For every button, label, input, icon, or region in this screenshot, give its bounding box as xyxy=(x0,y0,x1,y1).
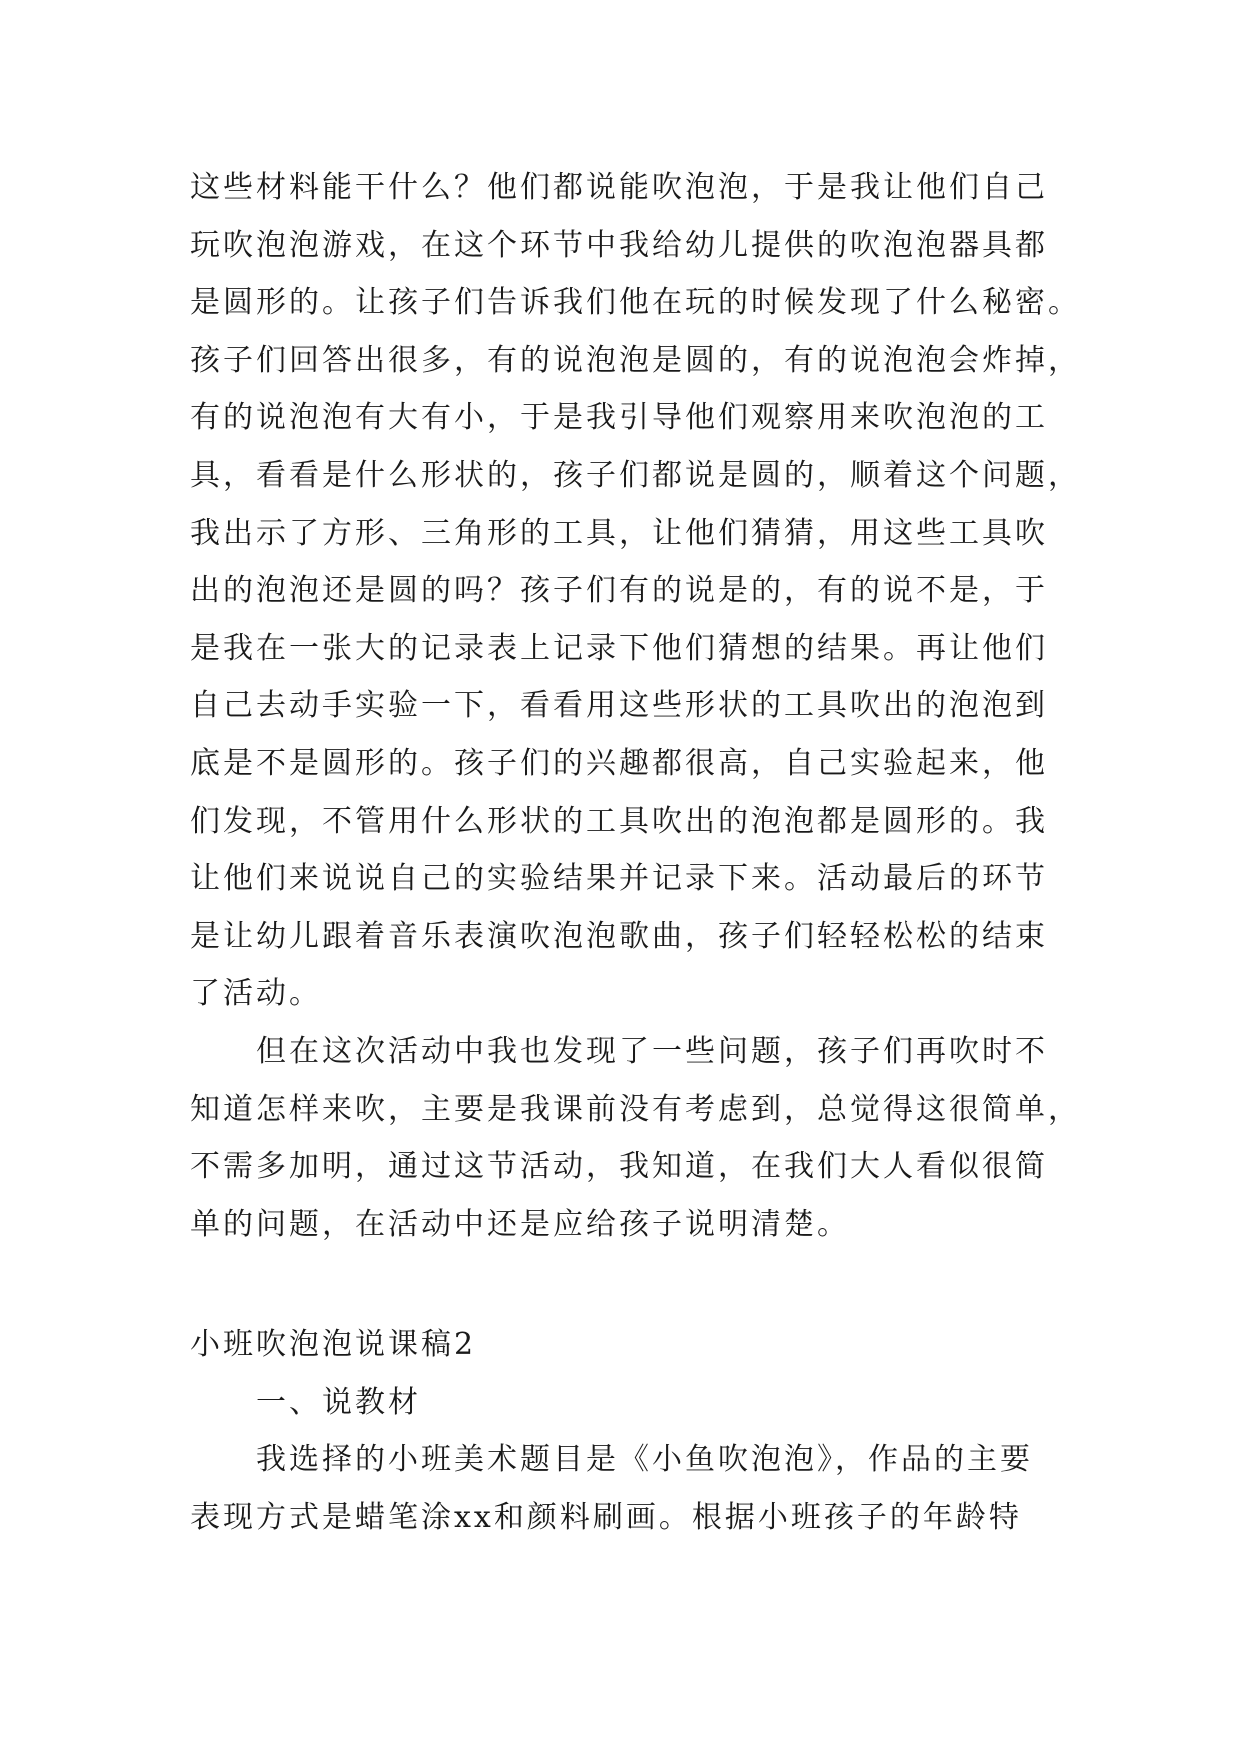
text-line: 单的问题，在活动中还是应给孩子说明清楚。 xyxy=(190,1206,850,1242)
subsection-heading: 一、说教材 xyxy=(256,1384,421,1420)
body-text-section-1 xyxy=(190,159,1081,1253)
text-line: 是我在一张大的记录表上记录下他们猜想的结果。再让他们 xyxy=(190,630,1048,666)
text-line: 是圆形的。让孩子们告诉我们他在玩的时候发现了什么秘密。 xyxy=(190,285,1081,321)
text-line: 具，看看是什么形状的，孩子们都说是圆的，顺着这个问题， xyxy=(190,457,1081,493)
text-line: 们发现，不管用什么形状的工具吹出的泡泡都是圆形的。我 xyxy=(190,803,1048,839)
text-line: 自己去动手实验一下，看看用这些形状的工具吹出的泡泡到 xyxy=(190,688,1048,724)
text-line: 知道怎样来吹，主要是我课前没有考虑到，总觉得这很简单， xyxy=(190,1091,1081,1127)
text-line: 出的泡泡还是圆的吗？孩子们有的说是的，有的说不是，于 xyxy=(190,573,1048,609)
text-line: 玩吹泡泡游戏，在这个环节中我给幼儿提供的吹泡泡器具都 xyxy=(190,227,1048,263)
paragraph-first-line: 但在这次活动中我也发现了一些问题，孩子们再吹时不 xyxy=(256,1033,1048,1069)
section-heading: 小班吹泡泡说课稿2 xyxy=(190,1327,477,1362)
text-line: 这些材料能干什么？他们都说能吹泡泡，于是我让他们自己 xyxy=(190,170,1048,205)
text-line: 孩子们回答出很多，有的说泡泡是圆的，有的说泡泡会炸掉， xyxy=(190,342,1081,378)
text-line: 底是不是圆形的。孩子们的兴趣都很高，自己实验起来，他 xyxy=(190,745,1048,781)
text-line: 是让幼儿跟着音乐表演吹泡泡歌曲，孩子们轻轻松松的结束 xyxy=(190,918,1048,954)
text-line: 不需多加明，通过这节活动，我知道，在我们大人看似很简 xyxy=(190,1149,1048,1185)
body-text-section-2 xyxy=(190,1316,1060,1546)
text-line: 了活动。 xyxy=(190,976,322,1012)
paragraph-first-line: 我选择的小班美术题目是《小鱼吹泡泡》，作品的主要 xyxy=(256,1442,1033,1478)
text-line: 让他们来说说自己的实验结果并记录下来。活动最后的环节 xyxy=(190,861,1048,897)
text-line: 表现方式是蜡笔涂xx和颜料刷画。根据小班孩子的年龄特 xyxy=(190,1499,1022,1535)
text-line: 我出示了方形、三角形的工具，让他们猜猜，用这些工具吹 xyxy=(190,515,1048,551)
text-line: 有的说泡泡有大有小，于是我引导他们观察用来吹泡泡的工 xyxy=(190,400,1048,436)
